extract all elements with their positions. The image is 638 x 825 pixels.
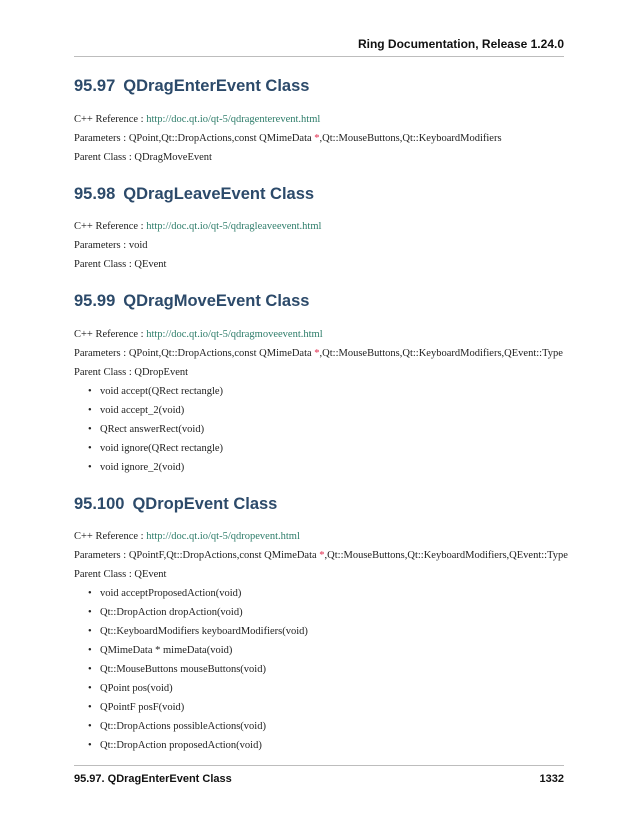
method-item bbox=[88, 625, 564, 638]
parent-class-value: QEvent bbox=[134, 569, 167, 580]
section-title: QDragLeaveEvent Class bbox=[123, 184, 315, 203]
section-title: QDragMoveEvent Class bbox=[123, 292, 310, 310]
method-item bbox=[88, 739, 564, 752]
section-number: 95.100 bbox=[74, 494, 125, 513]
method-list bbox=[74, 587, 564, 752]
bullet-icon: • bbox=[88, 740, 92, 751]
method-signature: Qt::DropActions possibleActions(void) bbox=[100, 721, 266, 732]
cpp-reference-link[interactable]: http://doc.qt.io/qt-5/qdragenterevent.html bbox=[146, 113, 321, 125]
parent-class-line bbox=[74, 151, 564, 164]
cpp-reference-line bbox=[74, 220, 564, 233]
method-list bbox=[74, 385, 564, 474]
section-heading bbox=[74, 78, 564, 95]
parameters-text-rest: ,Qt::MouseButtons,Qt::KeyboardModifiers,QEvent::Type bbox=[319, 347, 563, 359]
section-number: 95.98 bbox=[74, 184, 116, 203]
method-item bbox=[88, 663, 564, 676]
section-number: 95.97 bbox=[74, 77, 116, 95]
section-title: QDropEvent Class bbox=[132, 494, 278, 513]
section-qdragenterevent bbox=[74, 78, 564, 164]
cpp-reference-link[interactable]: http://doc.qt.io/qt-5/qdragmoveevent.html bbox=[146, 328, 323, 340]
parameters-label: Parameters : bbox=[74, 132, 129, 144]
method-signature: Qt::KeyboardModifiers keyboardModifiers(void) bbox=[100, 626, 308, 637]
bullet-icon: • bbox=[88, 404, 92, 416]
method-signature: QRect answerRect(void) bbox=[100, 423, 205, 435]
footer-divider bbox=[74, 765, 564, 766]
bullet-icon: • bbox=[88, 461, 92, 473]
bullet-icon: • bbox=[88, 721, 92, 732]
method-signature: QPointF posF(void) bbox=[100, 702, 185, 713]
method-item bbox=[88, 606, 564, 619]
method-signature: void ignore(QRect rectangle) bbox=[100, 442, 224, 454]
method-item bbox=[88, 385, 564, 398]
section-qdropevent bbox=[74, 494, 568, 753]
method-item bbox=[88, 461, 564, 474]
parent-class-label: Parent Class : bbox=[74, 259, 135, 270]
parameters-text: QPoint,Qt::DropActions,const QMimeData bbox=[128, 347, 315, 359]
cpp-reference-label: C++ Reference : bbox=[74, 221, 147, 232]
method-signature: void accept(QRect rectangle) bbox=[100, 385, 224, 397]
section-title: QDragEnterEvent Class bbox=[123, 77, 310, 95]
parameters-line bbox=[74, 132, 564, 145]
bullet-icon: • bbox=[88, 626, 92, 637]
method-signature: Qt::DropAction proposedAction(void) bbox=[100, 740, 262, 751]
pointer-star: * bbox=[314, 132, 320, 144]
method-item bbox=[88, 442, 564, 455]
parent-class-line bbox=[74, 366, 564, 379]
bullet-icon: • bbox=[88, 664, 92, 675]
page-content bbox=[74, 56, 568, 752]
cpp-reference-link[interactable]: http://doc.qt.io/qt-5/qdropevent.html bbox=[146, 531, 300, 542]
method-item bbox=[88, 701, 564, 714]
parent-class-label: Parent Class : bbox=[74, 569, 135, 580]
cpp-reference-line bbox=[74, 530, 564, 543]
bullet-icon: • bbox=[88, 607, 92, 618]
section-heading bbox=[74, 293, 564, 310]
cpp-reference-label: C++ Reference : bbox=[74, 113, 147, 125]
pointer-star: * bbox=[319, 550, 325, 561]
bullet-icon: • bbox=[88, 423, 92, 435]
parent-class-label: Parent Class : bbox=[74, 366, 135, 378]
method-signature: QPoint pos(void) bbox=[100, 683, 173, 694]
parent-class-value: QDropEvent bbox=[134, 366, 189, 378]
section-qdragmoveevent bbox=[74, 293, 564, 474]
method-signature: Qt::MouseButtons mouseButtons(void) bbox=[100, 664, 266, 675]
parameters-line bbox=[74, 347, 564, 360]
method-item bbox=[88, 423, 564, 436]
parent-class-value: QDragMoveEvent bbox=[134, 151, 212, 163]
bullet-icon: • bbox=[88, 702, 92, 713]
method-signature: void ignore_2(void) bbox=[100, 461, 185, 473]
parameters-line bbox=[74, 239, 564, 252]
method-signature: void acceptProposedAction(void) bbox=[100, 588, 242, 599]
footer-section-title: 95.97. QDragEnterEvent Class bbox=[74, 773, 232, 785]
bullet-icon: • bbox=[88, 645, 92, 656]
method-signature: void accept_2(void) bbox=[100, 404, 185, 416]
bullet-icon: • bbox=[88, 442, 92, 454]
parameters-text-rest: ,Qt::MouseButtons,Qt::KeyboardModifiers,QEvent::Type bbox=[324, 550, 568, 561]
cpp-reference-label: C++ Reference : bbox=[74, 531, 147, 542]
parameters-label: Parameters : bbox=[74, 240, 129, 251]
parent-class-label: Parent Class : bbox=[74, 151, 135, 163]
parameters-label: Parameters : bbox=[74, 550, 129, 561]
section-heading bbox=[74, 186, 564, 203]
parameters-text: QPoint,Qt::DropActions,const QMimeData bbox=[128, 132, 315, 144]
cpp-reference-link[interactable]: http://doc.qt.io/qt-5/qdragleaveevent.html bbox=[146, 221, 322, 232]
method-signature: Qt::DropAction dropAction(void) bbox=[100, 607, 243, 618]
parameters-text-rest: ,Qt::MouseButtons,Qt::KeyboardModifiers bbox=[319, 132, 502, 144]
pointer-star: * bbox=[314, 347, 320, 359]
section-qdragleaveevent bbox=[74, 186, 564, 272]
parent-class-line bbox=[74, 258, 564, 271]
cpp-reference-line bbox=[74, 328, 564, 341]
section-number: 95.99 bbox=[74, 292, 116, 310]
method-item bbox=[88, 720, 564, 733]
bullet-icon: • bbox=[88, 385, 92, 397]
parent-class-line bbox=[74, 568, 564, 581]
parameters-text: void bbox=[128, 240, 148, 251]
section-heading bbox=[74, 496, 564, 513]
method-item bbox=[88, 587, 564, 600]
cpp-reference-line bbox=[74, 113, 564, 126]
running-header: Ring Documentation, Release 1.24.0 bbox=[357, 37, 564, 51]
parameters-text: QPointF,Qt::DropActions,const QMimeData bbox=[128, 550, 320, 561]
parameters-line bbox=[74, 549, 568, 562]
bullet-icon: • bbox=[88, 683, 92, 694]
method-item bbox=[88, 682, 564, 695]
parent-class-value: QEvent bbox=[134, 259, 167, 270]
bullet-icon: • bbox=[88, 588, 92, 599]
method-item bbox=[88, 644, 564, 657]
method-signature: QMimeData * mimeData(void) bbox=[100, 645, 233, 656]
cpp-reference-label: C++ Reference : bbox=[74, 328, 147, 340]
page-number: 1332 bbox=[539, 773, 564, 785]
parameters-label: Parameters : bbox=[74, 347, 129, 359]
method-item bbox=[88, 404, 564, 417]
